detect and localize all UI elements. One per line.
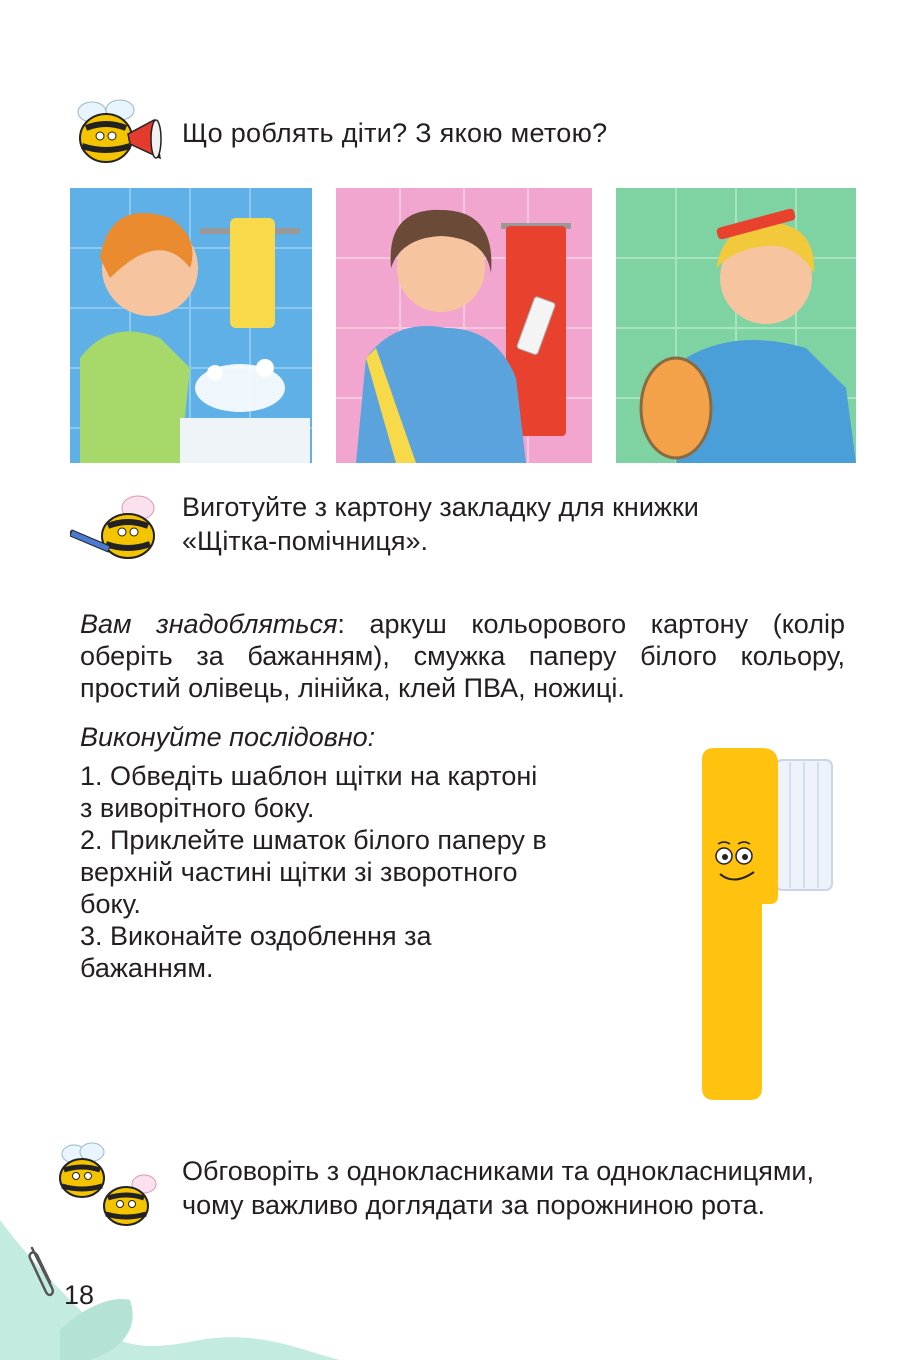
paperclip-icon	[22, 1240, 62, 1300]
discussion-task	[182, 1154, 882, 1222]
toothbrush-bookmark-icon	[700, 748, 840, 1100]
question-prompt: Що роблять діти? З якою метою?	[182, 118, 608, 148]
discussion-line2: чому важливо доглядати за порожниною рота.	[182, 1190, 766, 1220]
two-bees-icon	[46, 1140, 162, 1232]
materials-text: : аркуш кольорового картону (колір оберіть за бажанням), смужка паперу білого кольору, простий олівець, лінійка, клей ПВА, ножиці.	[80, 609, 845, 703]
bookmark-task	[182, 490, 842, 558]
step-item: 1. Обведіть шаблон щітки на картоні з виворітного боку.	[80, 761, 538, 823]
page-number: 18	[64, 1280, 95, 1310]
materials-label: Вам знадобляться	[80, 609, 338, 639]
illustration-combing-hair	[616, 188, 856, 463]
bookmark-task-line1: Виготуйте з картону закладку для книжки	[182, 492, 699, 522]
materials-paragraph	[80, 608, 845, 704]
bookmark-task-line2: «Щітка-помічниця».	[182, 526, 428, 556]
step-item: 3. Виконайте оздоблення за бажанням.	[80, 921, 432, 983]
bee-megaphone-icon	[70, 98, 166, 172]
bee-pencil-icon	[70, 490, 162, 566]
discussion-line1: Обговоріть з однокласниками та однокласницями,	[182, 1156, 814, 1186]
step-item: 2. Приклейте шматок білого паперу в верхній частині щітки зі зворотного боку.	[80, 825, 547, 919]
illustration-washing-hands	[70, 188, 312, 463]
steps-list	[80, 760, 640, 984]
illustration-brushing-teeth	[336, 188, 592, 463]
steps-title: Виконуйте послідовно:	[80, 722, 376, 752]
